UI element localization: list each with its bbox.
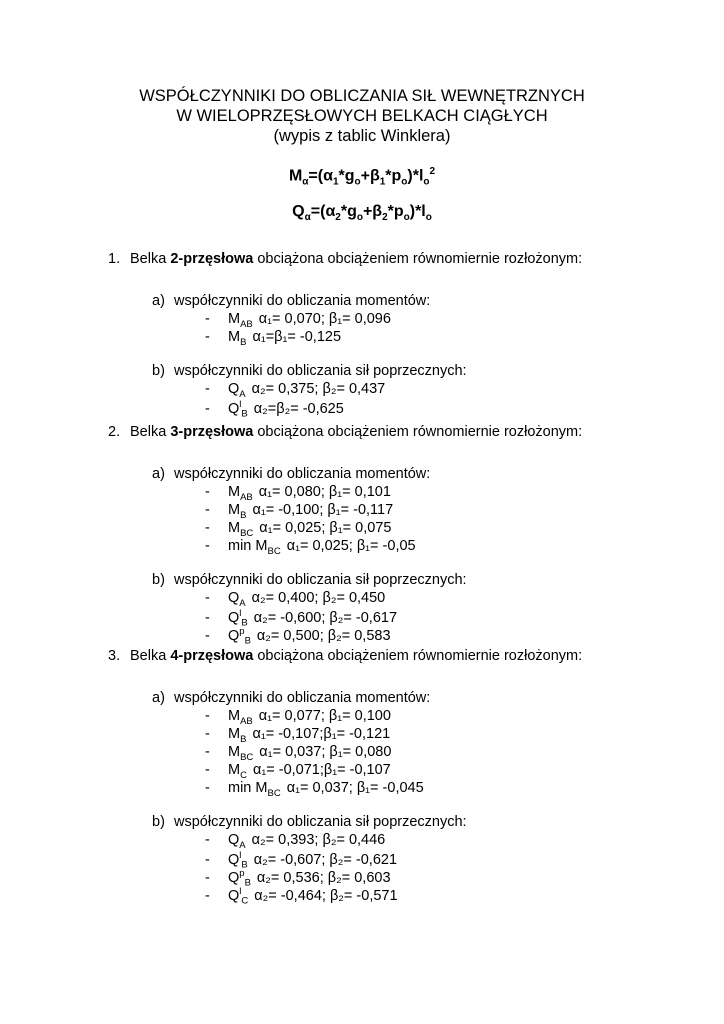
bullet-dash: - — [205, 708, 210, 724]
bullet-dash: - — [205, 627, 210, 644]
list-letter: a) — [152, 466, 165, 482]
section-heading — [108, 648, 582, 664]
shear-coefficient — [205, 886, 398, 907]
shear-heading — [152, 572, 467, 588]
moment-coefficient — [205, 708, 391, 727]
bullet-dash: - — [205, 311, 210, 327]
section-number: 1. — [108, 251, 121, 267]
moment-coefficient — [205, 538, 416, 557]
coefficient-values: α₁= -0,107;β₁= -0,121 — [252, 726, 391, 742]
shear-formula: $Q_\alpha=(\alpha_2*g_o+\beta_2*p_o)*l_o$ — [292, 203, 432, 224]
bullet-dash: - — [205, 726, 210, 742]
section-post: obciążona obciążeniem równomiernie rozłożonym: — [253, 251, 583, 267]
span-count: 3-przęsłowa — [170, 424, 254, 440]
section-post: obciążona obciążeniem równomiernie rozłożonym: — [253, 648, 583, 664]
coefficient-values: α₂= -0,464; β₂= -0,571 — [254, 887, 398, 904]
coefficient-values: α₂= 0,400; β₂= 0,450 — [251, 590, 386, 606]
coefficient-values: α₂= -0,607; β₂= -0,621 — [253, 851, 398, 868]
title-line-3: (wypis z tablic Winklera) — [273, 127, 451, 145]
moment-coefficient — [205, 726, 390, 745]
bullet-dash: - — [205, 590, 210, 606]
moments-heading — [152, 690, 430, 706]
shear-coefficient — [205, 590, 385, 609]
moment-coefficient — [205, 311, 391, 330]
title-line-1: WSPÓŁCZYNNIKI DO OBLICZANIA SIŁ WEWNĘTRZNYCH — [139, 87, 585, 105]
coefficient-values: α₁= 0,025; β₁= -0,05 — [286, 538, 416, 554]
bullet-dash: - — [205, 744, 210, 760]
coefficient-values: α₁= -0,100; β₁= -0,117 — [252, 502, 394, 518]
document-title — [0, 86, 724, 146]
coefficient-values: α₂= 0,393; β₂= 0,446 — [251, 832, 386, 848]
coefficient-values: α₂= 0,375; β₂= 0,437 — [251, 381, 386, 397]
bullet-dash: - — [205, 609, 210, 626]
section-heading — [108, 251, 582, 267]
coefficient-symbol: $Q^l_C$ — [228, 886, 249, 907]
moments-label: współczynniki do obliczania momentów: — [174, 293, 431, 309]
coefficient-values: α₂= 0,500; β₂= 0,583 — [256, 627, 391, 644]
coefficient-symbol: $M_{AB}$ — [228, 708, 253, 727]
coefficient-symbol: $Q_A$ — [228, 832, 246, 851]
coefficient-symbol: $M_{BC}$ — [228, 744, 254, 763]
coefficient-values: α₁=β₁= -0,125 — [252, 329, 342, 345]
coefficient-symbol: $Q^p_B$ — [228, 868, 251, 889]
shear-coefficient — [205, 832, 385, 851]
moments-label: współczynniki do obliczania momentów: — [174, 466, 431, 482]
bullet-dash: - — [205, 400, 210, 417]
bullet-dash: - — [205, 502, 210, 518]
coefficient-symbol: $\min M_{BC}$ — [228, 538, 281, 557]
moments-label: współczynniki do obliczania momentów: — [174, 690, 431, 706]
bullet-dash: - — [205, 381, 210, 397]
shear-heading — [152, 363, 467, 379]
shear-coefficient — [205, 381, 385, 400]
moment-coefficient — [205, 780, 424, 799]
section-pre: Belka — [130, 424, 171, 440]
coefficient-values: α₁= 0,025; β₁= 0,075 — [259, 520, 392, 536]
coefficient-symbol: $M_B$ — [228, 726, 247, 745]
list-letter: a) — [152, 690, 165, 706]
span-count: 2-przęsłowa — [170, 251, 254, 267]
bullet-dash: - — [205, 780, 210, 796]
coefficient-symbol: $M_{BC}$ — [228, 520, 254, 539]
coefficient-symbol: $M_{AB}$ — [228, 311, 253, 330]
coefficient-symbol: $Q^l_B$ — [228, 850, 248, 871]
bullet-dash: - — [205, 762, 210, 778]
coefficient-symbol: $M_C$ — [228, 762, 247, 781]
coefficient-symbol: $Q_A$ — [228, 590, 246, 609]
shear-label: współczynniki do obliczania sił poprzecznych: — [174, 572, 467, 588]
section-post: obciążona obciążeniem równomiernie rozłożonym: — [253, 424, 583, 440]
shear-coefficient — [205, 399, 344, 420]
shear-label: współczynniki do obliczania sił poprzecznych: — [174, 814, 467, 830]
coefficient-symbol: $Q^p_B$ — [228, 626, 251, 647]
coefficient-symbol: $Q_A$ — [228, 381, 246, 400]
coefficient-values: α₁= 0,037; β₁= 0,080 — [259, 744, 392, 760]
span-count: 4-przęsłowa — [170, 648, 254, 664]
bullet-dash: - — [205, 520, 210, 536]
coefficient-values: α₂= -0,600; β₂= -0,617 — [253, 609, 398, 626]
coefficient-symbol: $M_{AB}$ — [228, 484, 253, 503]
bullet-dash: - — [205, 887, 210, 904]
bullet-dash: - — [205, 832, 210, 848]
list-letter: b) — [152, 814, 165, 830]
coefficient-symbol: $\min M_{BC}$ — [228, 780, 281, 799]
list-letter: b) — [152, 363, 165, 379]
bullet-dash: - — [205, 869, 210, 886]
section-number: 3. — [108, 648, 121, 664]
moment-coefficient — [205, 520, 391, 539]
coefficient-values: α₂=β₂= -0,625 — [253, 400, 344, 417]
coefficient-values: α₁= 0,037; β₁= -0,045 — [286, 780, 424, 796]
bullet-dash: - — [205, 329, 210, 345]
moment-coefficient — [205, 502, 393, 521]
title-line-2: W WIELOPRZĘSŁOWYCH BELKACH CIĄGŁYCH — [176, 107, 548, 125]
coefficient-symbol: $Q^l_B$ — [228, 399, 248, 420]
bullet-dash: - — [205, 538, 210, 554]
moment-coefficient — [205, 484, 391, 503]
coefficient-values: α₁= 0,080; β₁= 0,101 — [258, 484, 391, 500]
moments-heading — [152, 293, 430, 309]
bullet-dash: - — [205, 484, 210, 500]
section-pre: Belka — [130, 251, 171, 267]
coefficient-symbol: $M_B$ — [228, 502, 247, 521]
shear-coefficient — [205, 626, 391, 647]
coefficient-values: α₁= -0,071;β₁= -0,107 — [252, 762, 391, 778]
moments-heading — [152, 466, 430, 482]
moment-coefficient — [205, 329, 341, 348]
moment-coefficient — [205, 744, 391, 763]
coefficient-symbol: $Q^l_B$ — [228, 608, 248, 629]
shear-heading — [152, 814, 467, 830]
shear-label: współczynniki do obliczania sił poprzecznych: — [174, 363, 467, 379]
coefficient-symbol: $M_B$ — [228, 329, 247, 348]
moment-formula: $M_\alpha=(\alpha_1*g_o+\beta_1*p_o)*l_o^2$ — [288, 166, 436, 188]
coefficient-values: α₂= 0,536; β₂= 0,603 — [256, 869, 391, 886]
coefficient-values: α₁= 0,070; β₁= 0,096 — [258, 311, 391, 327]
list-letter: b) — [152, 572, 165, 588]
section-heading — [108, 424, 582, 440]
list-letter: a) — [152, 293, 165, 309]
section-pre: Belka — [130, 648, 171, 664]
moment-coefficient — [205, 762, 391, 781]
bullet-dash: - — [205, 851, 210, 868]
coefficient-values: α₁= 0,077; β₁= 0,100 — [258, 708, 391, 724]
section-number: 2. — [108, 424, 121, 440]
